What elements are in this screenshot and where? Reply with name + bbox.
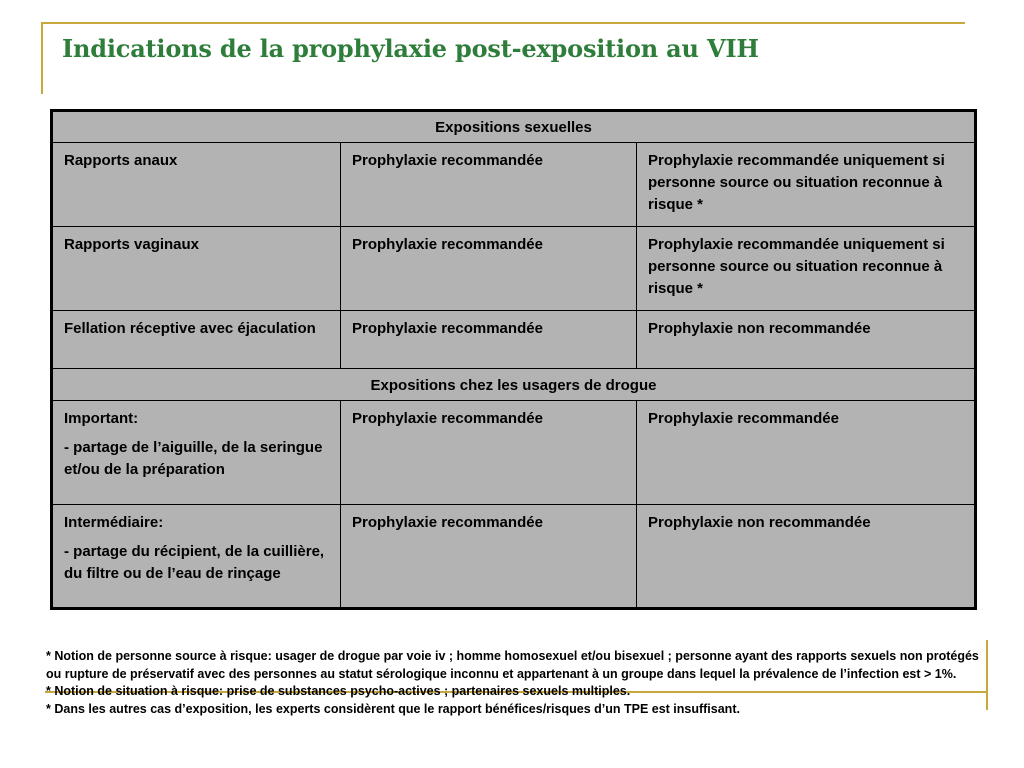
section-header-row <box>52 369 976 401</box>
condition-cell: Prophylaxie recommandée uniquement si personne source ou situation reconnue à risque * <box>637 227 976 311</box>
table-row <box>52 401 976 505</box>
footnote: * Notion de personne source à risque: usager de drogue par voie iv ; homme homosexuel et/ou bisexuel ; personne ayant des rapports sexuels non protégés ou rupture de préservatif avec des personnes au statut sérologique inconnu et appartenant à un groupe dans lequel la prévalence de l’infection est > 1%. <box>46 649 979 681</box>
table-row <box>52 311 976 369</box>
table-row <box>52 227 976 311</box>
exposure-cell: Rapports vaginaux <box>52 227 341 311</box>
page-title: Indications de la prophylaxie post-exposition au VIH <box>62 34 759 63</box>
footnotes <box>46 648 986 718</box>
recommendation-cell: Prophylaxie recommandée <box>341 227 637 311</box>
footnote-rule-right <box>986 640 988 710</box>
condition-cell: Prophylaxie non recommandée <box>637 505 976 609</box>
condition-cell: Prophylaxie recommandée <box>637 401 976 505</box>
exposure-level: Important: <box>64 410 139 427</box>
exposure-level: Intermédiaire: <box>64 514 164 531</box>
exposure-cell: Fellation réceptive avec éjaculation <box>52 311 341 369</box>
exposure-detail: - partage de l’aiguille, de la seringue et/ou de la préparation <box>64 439 323 478</box>
recommendation-cell: Prophylaxie recommandée <box>341 401 637 505</box>
indications-table <box>50 109 977 610</box>
section-header-row <box>52 111 976 143</box>
exposure-cell <box>52 505 341 609</box>
recommendation-cell: Prophylaxie recommandée <box>341 143 637 227</box>
exposure-detail: - partage du récipient, de la cuillière, du filtre ou de l’eau de rinçage <box>64 543 325 582</box>
recommendation-cell: Prophylaxie recommandée <box>341 505 637 609</box>
recommendation-cell: Prophylaxie recommandée <box>341 311 637 369</box>
exposure-cell <box>52 401 341 505</box>
condition-cell: Prophylaxie recommandée uniquement si personne source ou situation reconnue à risque * <box>637 143 976 227</box>
condition-cell: Prophylaxie non recommandée <box>637 311 976 369</box>
section-header: Expositions sexuelles <box>52 111 976 143</box>
footnote: * Notion de situation à risque: prise de substances psycho-actives ; partenaires sexuels multiples. <box>46 684 631 698</box>
table-row <box>52 143 976 227</box>
table-row <box>52 505 976 609</box>
title-rule-left <box>41 22 43 94</box>
title-rule-top <box>41 22 965 24</box>
exposure-cell: Rapports anaux <box>52 143 341 227</box>
footnote: * Dans les autres cas d’exposition, les experts considèrent que le rapport bénéfices/risques d’un TPE est insuffisant. <box>46 701 740 716</box>
section-header: Expositions chez les usagers de drogue <box>52 369 976 401</box>
